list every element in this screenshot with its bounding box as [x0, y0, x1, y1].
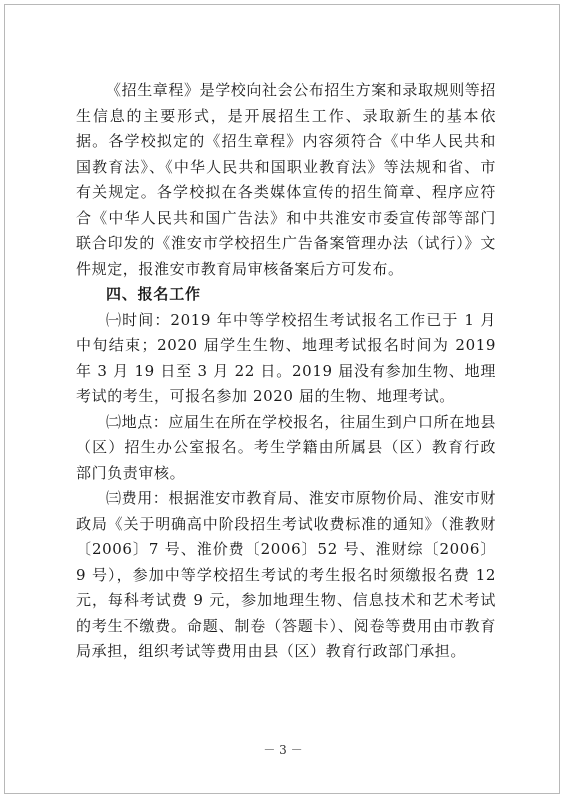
item-time: ㈠时间：2019 年中等学校招生考试报名工作已于 1 月中旬结束；2020 届学生生物、地理考试报名时间为 2019 年 3 月 19 日至 3 月 22 日。2019 届没有参加生物、地理考试的考生，可报名参加 2020 届的生物、地理考试。: [76, 310, 496, 405]
section-heading: 四、报名工作: [106, 285, 201, 303]
page-number: － 3 －: [263, 743, 303, 757]
item-location: ㈡地点：应届生在所在学校报名，往届生到户口所在地县（区）招生办公室报名。考生学籍由所属县（区）教育行政部门负责审核。: [76, 412, 497, 482]
document-body: [76, 78, 496, 665]
intro-paragraph: 《招生章程》是学校向社会公布招生方案和录取规则等招生信息的主要形式，是开展招生工作、录取新生的基本依据。各学校拟定的《招生章程》内容须符合《中华人民共和国教育法》、《中华人民共和国职业教育法》等法规和省、市有关规定。各学校拟在各类媒体宣传的招生简章、程序应符合《中华人民共和国广告法》和中共淮安市委宣传部等部门联合印发的《淮安市学校招生广告备案管理办法（试行）》文件规定，报淮安市教育局审核备案后方可发布。: [76, 81, 497, 278]
item-fees: ㈢费用：根据淮安市教育局、淮安市原物价局、淮安市财政局《关于明确高中阶段招生考试收费标准的通知》（淮教财〔2006〕7 号、淮价费〔2006〕52 号、淮财综〔2006〕9 号），参加中等学校招生考试的考生报名时须缴报名费 12 元，每科考试费 9 元，参加地理生物、信息技术和艺术考试的考生不缴费。命题、制卷（答题卡）、阅卷等费用由市教育局承担，组织考试等费用由县（区）教育行政部门承担。: [76, 489, 497, 660]
